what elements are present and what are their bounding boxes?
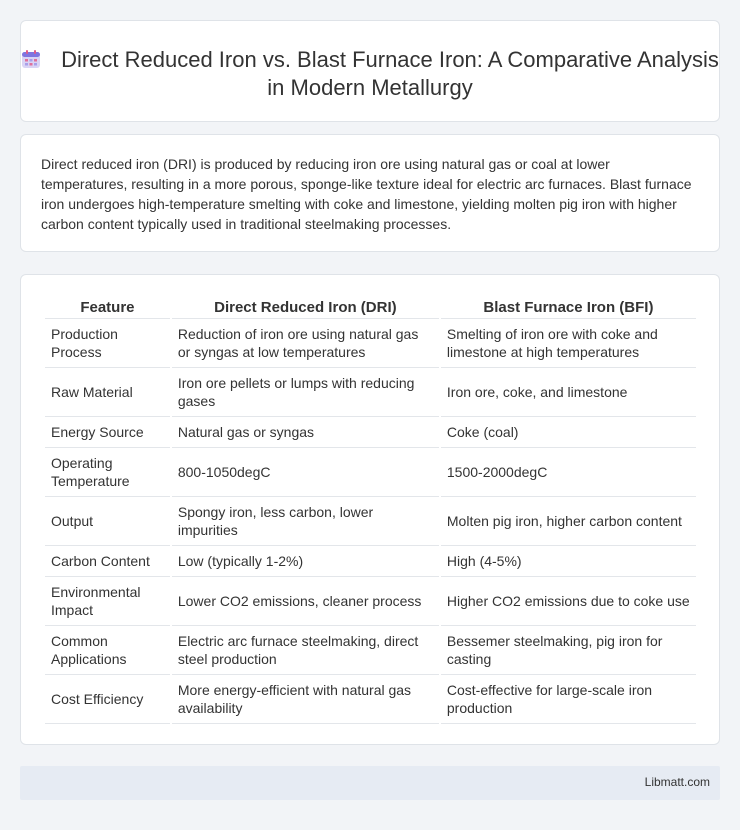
table-row [45, 448, 696, 497]
intro-paragraph: Direct reduced iron (DRI) is produced by reducing iron ore using natural gas or coal at lower temperatures, resulting in a more porous, sponge-like texture ideal for electric arc furnaces. Blast furnace iron undergoes high-temperature smelting with coke and limestone, yielding molten pig iron with higher carbon content typically used in traditional steelmaking processes. [41, 156, 692, 232]
table-cell-feature: Energy Source [45, 417, 170, 448]
table-cell-feature: Raw Material [45, 368, 170, 417]
table-cell-feature: Output [45, 497, 170, 546]
table-row [45, 546, 696, 577]
table-cell-feature: Cost Efficiency [45, 675, 170, 724]
title-wrap [21, 46, 719, 102]
calendar-icon [21, 49, 41, 69]
column-header: Blast Furnace Iron (BFI) [441, 297, 696, 319]
table-cell-bfi: Coke (coal) [441, 417, 696, 448]
table-cell-dri: Electric arc furnace steelmaking, direct steel production [172, 626, 439, 675]
table-cell-dri: Lower CO2 emissions, cleaner process [172, 577, 439, 626]
table-cell-feature: Carbon Content [45, 546, 170, 577]
table-cell-bfi: High (4-5%) [441, 546, 696, 577]
table-cell-bfi: Bessemer steelmaking, pig iron for casting [441, 626, 696, 675]
table-row [45, 675, 696, 724]
table-card [20, 274, 720, 745]
column-header: Direct Reduced Iron (DRI) [172, 297, 439, 319]
table-cell-bfi: Molten pig iron, higher carbon content [441, 497, 696, 546]
table-cell-dri: 800-1050degC [172, 448, 439, 497]
table-row [45, 368, 696, 417]
footer [20, 766, 720, 800]
table-cell-dri: Spongy iron, less carbon, lower impurities [172, 497, 439, 546]
table-cell-dri: Iron ore pellets or lumps with reducing gases [172, 368, 439, 417]
page-title-text: Direct Reduced Iron vs. Blast Furnace Iron: A Comparative Analysis in Modern Metallurgy [61, 47, 719, 100]
table-row [45, 626, 696, 675]
table-cell-bfi: Cost-effective for large-scale iron production [441, 675, 696, 724]
page-title [21, 46, 719, 102]
column-header: Feature [45, 297, 170, 319]
table-cell-dri: Reduction of iron ore using natural gas or syngas at low temperatures [172, 319, 439, 368]
table-cell-feature: Common Applications [45, 626, 170, 675]
table-row [45, 577, 696, 626]
table-cell-feature: Environmental Impact [45, 577, 170, 626]
comparison-table [43, 297, 698, 724]
table-cell-feature: Production Process [45, 319, 170, 368]
table-cell-dri: Low (typically 1-2%) [172, 546, 439, 577]
intro-card [20, 134, 720, 252]
table-cell-bfi: Iron ore, coke, and limestone [441, 368, 696, 417]
table-row [45, 319, 696, 368]
footer-brand-link[interactable]: Libmatt.com [644, 775, 710, 789]
table-cell-bfi: 1500-2000degC [441, 448, 696, 497]
table-row [45, 497, 696, 546]
table-row [45, 417, 696, 448]
table-cell-feature: Operating Temperature [45, 448, 170, 497]
table-cell-dri: Natural gas or syngas [172, 417, 439, 448]
table-cell-bfi: Smelting of iron ore with coke and limestone at high temperatures [441, 319, 696, 368]
table-header-row [45, 297, 696, 319]
table-cell-dri: More energy-efficient with natural gas availability [172, 675, 439, 724]
title-card [20, 20, 720, 122]
table-cell-bfi: Higher CO2 emissions due to coke use [441, 577, 696, 626]
